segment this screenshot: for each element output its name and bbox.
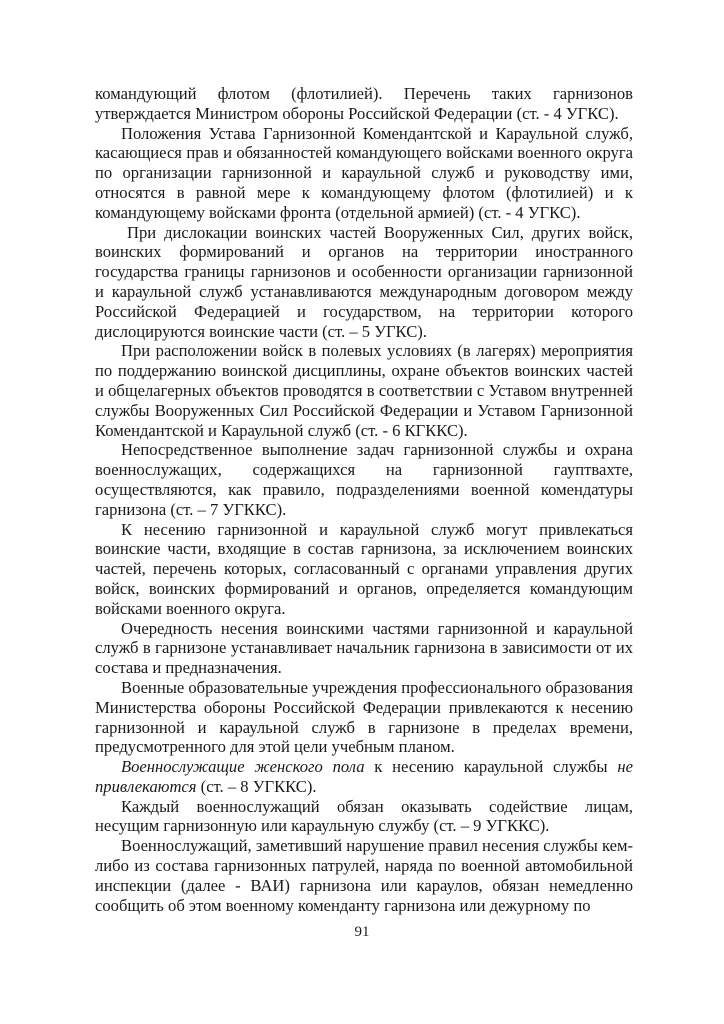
page-number: 91 xyxy=(354,924,370,940)
document-body xyxy=(95,84,633,915)
paragraph-11: Военнослужащий, заметивший нарушение правил несения службы кем-либо из состава гарнизонных патрулей, наряда по военной автомобильной инспекции (далее - ВАИ) гарнизона или караулов, обязан немедленно сообщить об этом военному коменданту гарнизона или дежурному по xyxy=(95,836,633,915)
paragraph-4: При расположении войск в полевых условиях (в лагерях) мероприятия по поддержанию воинской дисциплины, охране объектов воинских частей и общелагерных объектов проводятся в соответствии с Уставом внутренней службы Вооруженных Сил Российской Федерации и Уставом Гарнизонной Комендантской и Караульной служб (ст. - 6 КГККС). xyxy=(95,341,633,440)
paragraph-6: К несению гарнизонной и караульной служб могут привлекаться воинские части, входящие в состав гарнизона, за исключением воинских частей, перечень которых, согласованный с органами управления других войск, воинских формирований и органов, определяется командующим войсками военного округа. xyxy=(95,519,633,618)
plain-phrase-2: (ст. – 8 УГККС). xyxy=(196,776,317,796)
italic-phrase-women: Военнослужащие женского пола xyxy=(121,757,365,777)
plain-phrase-1: к несению караульной службы xyxy=(364,757,618,777)
paragraph-5: Непосредственное выполнение задач гарнизонной службы и охрана военнослужащих, содержащихся на гарнизонной гауптвахте, осуществляются, как правило, подразделениями военной комендатуры гарнизона (ст. – 7 УГККС). xyxy=(95,440,633,519)
paragraph-9 xyxy=(95,757,633,797)
paragraph-7: Очередность несения воинскими частями гарнизонной и караульной служб в гарнизоне устанавливает начальник гарнизона в зависимости от их состава и предназначения. xyxy=(95,618,633,678)
paragraph-8: Военные образовательные учреждения профессионального образования Министерства обороны Российской Федерации привлекаются к несению гарнизонной и караульной служб в гарнизоне в пределах времени, предусмотренного для этой цели учебным планом. xyxy=(95,677,633,757)
paragraph-2: Положения Устава Гарнизонной Комендантской и Караульной служб, касающиеся прав и обязанностей командующего войсками военного округа по организации гарнизонной и караульной служб и руководству ими, относятся в равной мере к командующему флотом (флотилией) и к командующему войсками фронта (отдельной армией) (ст. - 4 УГКС). xyxy=(95,123,633,222)
paragraph-10: Каждый военнослужащий обязан оказывать содействие лицам, несущим гарнизонную или караульную службу (ст. – 9 УГККС). xyxy=(95,796,633,836)
paragraph-1: командующий флотом (флотилией). Перечень таких гарнизонов утверждается Министром обороны Российской Федерации (ст. - 4 УГКС). xyxy=(95,84,633,123)
paragraph-3: При дислокации воинских частей Вооруженных Сил, других войск, воинских формирований и органов на территории иностранного государства границы гарнизонов и особенности организации гарнизонной и караульной служб устанавливаются международным договором между Российской Федерацией и государством, на территории которого дислоцируются воинские части (ст. – 5 УГКС). xyxy=(95,222,633,341)
italic-phrase-not-involved: не привлекаются xyxy=(95,757,633,796)
